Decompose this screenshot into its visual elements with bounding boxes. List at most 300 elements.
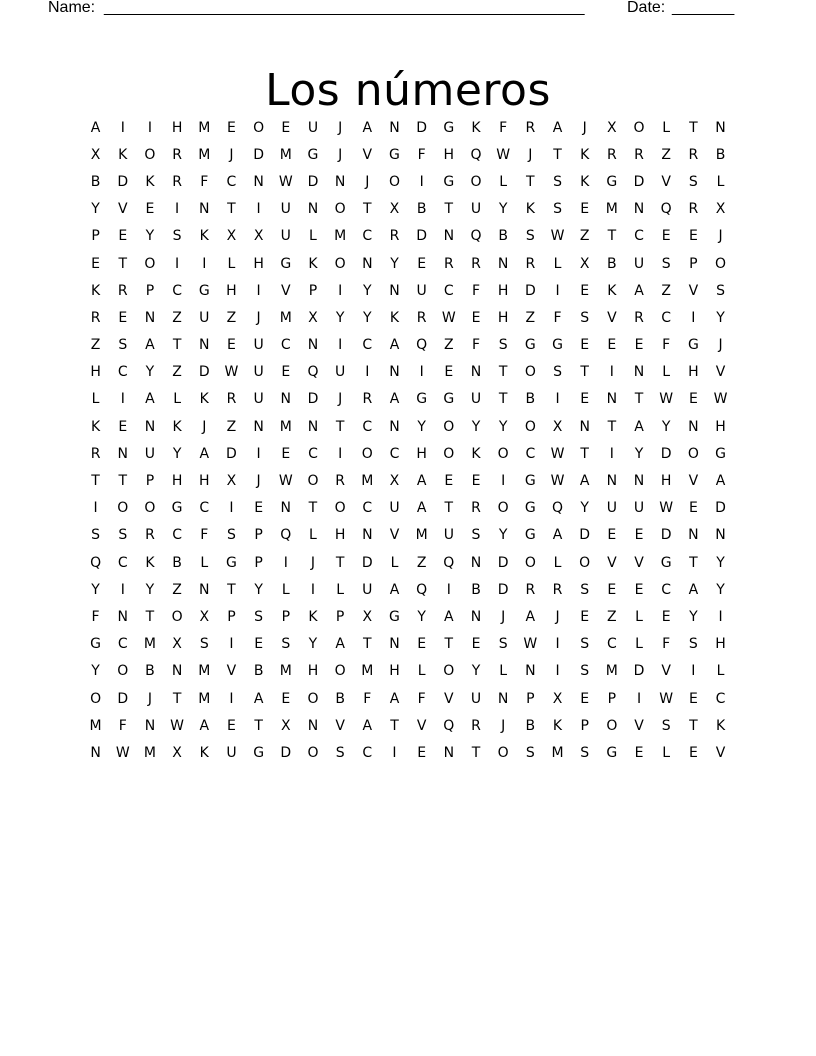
grid-letter[interactable]: I <box>175 255 180 272</box>
grid-letter[interactable]: I <box>419 364 424 381</box>
grid-letter[interactable]: Y <box>498 201 508 218</box>
grid-letter[interactable]: G <box>389 608 400 625</box>
grid-letter[interactable]: F <box>91 608 100 625</box>
grid-letter[interactable]: D <box>660 527 672 544</box>
grid-letter[interactable]: G <box>660 554 672 571</box>
grid-letter[interactable]: A <box>145 391 155 408</box>
grid-letter[interactable]: F <box>417 146 426 163</box>
grid-letter[interactable]: L <box>390 554 399 571</box>
grid-letter[interactable]: O <box>687 445 699 462</box>
grid-letter[interactable]: G <box>90 636 102 653</box>
grid-letter[interactable]: T <box>689 717 698 734</box>
grid-letter[interactable]: I <box>147 119 152 136</box>
grid-letter[interactable]: Y <box>254 581 263 598</box>
grid-letter[interactable]: V <box>715 744 726 761</box>
grid-letter[interactable]: M <box>198 690 211 707</box>
grid-letter[interactable]: O <box>497 445 509 462</box>
grid-letter[interactable]: T <box>607 418 617 435</box>
grid-letter[interactable]: A <box>389 337 400 354</box>
grid-letter[interactable]: P <box>91 228 100 245</box>
grid-letter[interactable]: C <box>362 228 373 245</box>
grid-letter[interactable]: P <box>145 473 155 490</box>
grid-letter[interactable]: F <box>499 119 508 136</box>
grid-letter[interactable]: E <box>417 636 427 653</box>
grid-letter[interactable]: C <box>443 282 454 299</box>
grid-letter[interactable]: P <box>254 527 263 544</box>
grid-letter[interactable]: Y <box>145 364 155 381</box>
grid-letter[interactable]: T <box>254 717 263 734</box>
grid-letter[interactable]: N <box>199 201 210 218</box>
grid-letter[interactable]: L <box>716 663 725 680</box>
grid-letter[interactable]: J <box>338 146 343 163</box>
grid-letter[interactable]: S <box>335 744 345 761</box>
grid-letter[interactable]: E <box>661 228 671 245</box>
grid-letter[interactable]: T <box>172 337 182 354</box>
grid-letter[interactable]: G <box>280 255 292 272</box>
grid-letter[interactable]: V <box>117 201 128 218</box>
grid-letter[interactable]: M <box>198 119 211 136</box>
grid-letter[interactable]: N <box>606 391 618 408</box>
grid-letter[interactable]: D <box>633 173 645 190</box>
grid-letter[interactable]: E <box>281 445 291 462</box>
date-blank-line[interactable]: _______ <box>672 0 735 16</box>
grid-letter[interactable]: T <box>308 500 318 517</box>
grid-letter[interactable]: Z <box>416 554 427 571</box>
grid-letter[interactable]: V <box>661 173 671 190</box>
grid-letter[interactable]: U <box>226 744 237 761</box>
grid-letter[interactable]: M <box>279 146 292 163</box>
grid-letter[interactable]: N <box>389 119 400 136</box>
grid-letter[interactable]: U <box>307 119 319 136</box>
grid-letter[interactable]: Q <box>551 500 564 517</box>
grid-letter[interactable]: V <box>335 717 345 734</box>
grid-letter[interactable]: K <box>607 282 617 299</box>
grid-letter[interactable]: K <box>90 282 101 299</box>
grid-letter[interactable]: E <box>688 391 698 408</box>
grid-letter[interactable]: E <box>688 228 698 245</box>
grid-letter[interactable]: P <box>526 690 535 707</box>
grid-letter[interactable]: M <box>89 717 102 734</box>
grid-letter[interactable]: E <box>227 119 236 136</box>
grid-letter[interactable]: D <box>117 690 129 707</box>
grid-letter[interactable]: B <box>471 581 481 598</box>
grid-letter[interactable]: S <box>199 636 209 653</box>
grid-letter[interactable]: Y <box>471 663 481 680</box>
grid-letter[interactable]: V <box>715 364 726 381</box>
grid-letter[interactable]: I <box>419 173 424 190</box>
grid-letter[interactable]: V <box>389 527 400 544</box>
grid-letter[interactable]: T <box>471 744 481 761</box>
grid-letter[interactable]: E <box>607 337 617 354</box>
grid-letter[interactable]: I <box>229 636 234 653</box>
grid-letter[interactable]: M <box>334 228 347 245</box>
grid-letter[interactable]: I <box>283 554 288 571</box>
grid-letter[interactable]: N <box>525 663 536 680</box>
grid-letter[interactable]: G <box>524 337 536 354</box>
grid-letter[interactable]: L <box>417 663 426 680</box>
grid-letter[interactable]: U <box>335 364 346 381</box>
grid-letter[interactable]: M <box>198 663 211 680</box>
grid-letter[interactable]: T <box>227 201 236 218</box>
grid-letter[interactable]: I <box>609 364 614 381</box>
grid-letter[interactable]: G <box>524 500 536 517</box>
grid-letter[interactable]: T <box>580 364 589 381</box>
grid-letter[interactable]: Y <box>716 309 725 326</box>
grid-letter[interactable]: A <box>416 500 427 517</box>
grid-letter[interactable]: D <box>715 500 726 517</box>
grid-letter[interactable]: F <box>553 309 562 326</box>
grid-letter[interactable]: O <box>361 445 373 462</box>
grid-letter[interactable]: G <box>171 500 183 517</box>
grid-letter[interactable]: N <box>144 717 156 734</box>
grid-letter[interactable]: G <box>389 146 400 163</box>
grid-letter[interactable]: V <box>416 717 427 734</box>
grid-letter[interactable]: E <box>281 119 291 136</box>
grid-letter[interactable]: D <box>198 364 210 381</box>
grid-letter[interactable]: R <box>525 255 536 272</box>
grid-letter[interactable]: C <box>606 636 617 653</box>
grid-letter[interactable]: S <box>661 255 671 272</box>
grid-letter[interactable]: O <box>443 663 455 680</box>
grid-letter[interactable]: L <box>200 554 209 571</box>
grid-letter[interactable]: E <box>580 201 590 218</box>
grid-letter[interactable]: A <box>199 717 210 734</box>
grid-letter[interactable]: C <box>362 418 373 435</box>
grid-letter[interactable]: G <box>443 119 455 136</box>
grid-letter[interactable]: Y <box>634 445 644 462</box>
grid-letter[interactable]: H <box>715 418 726 435</box>
grid-letter[interactable]: D <box>226 445 237 462</box>
grid-letter[interactable]: E <box>227 337 236 354</box>
grid-letter[interactable]: N <box>144 418 156 435</box>
grid-letter[interactable]: N <box>389 636 400 653</box>
grid-letter[interactable]: T <box>172 690 182 707</box>
grid-letter[interactable]: Q <box>307 364 319 381</box>
grid-letter[interactable]: G <box>443 173 455 190</box>
grid-letter[interactable]: I <box>446 581 451 598</box>
grid-letter[interactable]: O <box>334 255 346 272</box>
grid-letter[interactable]: S <box>118 527 128 544</box>
grid-letter[interactable]: W <box>224 364 239 381</box>
grid-letter[interactable]: I <box>338 282 343 299</box>
grid-letter[interactable]: F <box>662 337 671 354</box>
grid-letter[interactable]: N <box>633 201 645 218</box>
grid-letter[interactable]: K <box>471 445 481 462</box>
grid-letter[interactable]: N <box>389 282 400 299</box>
grid-letter[interactable]: S <box>227 527 236 544</box>
grid-letter[interactable]: K <box>145 173 155 190</box>
grid-letter[interactable]: J <box>501 717 506 734</box>
grid-letter[interactable]: O <box>144 500 156 517</box>
grid-letter[interactable]: R <box>552 581 563 598</box>
grid-letter[interactable]: J <box>229 146 234 163</box>
grid-letter[interactable]: N <box>443 228 455 245</box>
grid-letter[interactable]: A <box>362 119 373 136</box>
grid-letter[interactable]: J <box>202 418 207 435</box>
grid-letter[interactable]: W <box>659 500 674 517</box>
grid-letter[interactable]: Z <box>226 418 237 435</box>
grid-letter[interactable]: O <box>524 418 536 435</box>
grid-letter[interactable]: K <box>552 717 563 734</box>
grid-letter[interactable]: H <box>307 663 319 680</box>
grid-letter[interactable]: E <box>580 690 590 707</box>
grid-letter[interactable]: V <box>634 717 644 734</box>
grid-letter[interactable]: R <box>145 527 155 544</box>
grid-letter[interactable]: U <box>253 337 264 354</box>
grid-letter[interactable]: Y <box>417 418 426 435</box>
name-blank-line[interactable]: ______________________________________________________ <box>104 0 585 16</box>
grid-letter[interactable]: E <box>634 337 644 354</box>
grid-letter[interactable]: Q <box>660 201 672 218</box>
grid-letter[interactable]: N <box>633 473 645 490</box>
grid-letter[interactable]: Z <box>172 581 182 598</box>
grid-letter[interactable]: F <box>471 337 481 354</box>
grid-letter[interactable]: T <box>580 445 589 462</box>
grid-letter[interactable]: M <box>605 663 618 680</box>
grid-letter[interactable]: O <box>117 500 129 517</box>
grid-letter[interactable]: R <box>172 173 182 190</box>
grid-letter[interactable]: G <box>524 473 536 490</box>
grid-letter[interactable]: I <box>501 473 506 490</box>
grid-letter[interactable]: T <box>498 364 508 381</box>
grid-letter[interactable]: Y <box>308 636 318 653</box>
grid-letter[interactable]: J <box>147 690 152 707</box>
grid-letter[interactable]: O <box>633 119 645 136</box>
grid-letter[interactable]: H <box>171 119 183 136</box>
grid-letter[interactable]: Z <box>579 228 590 245</box>
grid-letter[interactable]: K <box>90 418 101 435</box>
grid-letter[interactable]: Y <box>689 608 698 625</box>
grid-letter[interactable]: P <box>254 554 263 571</box>
grid-letter[interactable]: X <box>552 690 563 707</box>
grid-letter[interactable]: N <box>606 473 618 490</box>
grid-letter[interactable]: F <box>417 690 426 707</box>
grid-letter[interactable]: I <box>691 309 696 326</box>
grid-letter[interactable]: E <box>281 690 291 707</box>
grid-letter[interactable]: P <box>335 608 345 625</box>
grid-letter[interactable]: A <box>389 690 400 707</box>
grid-letter[interactable]: U <box>280 201 291 218</box>
grid-letter[interactable]: S <box>498 636 508 653</box>
grid-letter[interactable]: C <box>117 636 128 653</box>
grid-letter[interactable]: E <box>254 636 264 653</box>
grid-letter[interactable]: W <box>278 173 293 190</box>
grid-letter[interactable]: I <box>202 255 207 272</box>
grid-letter[interactable]: S <box>525 228 535 245</box>
grid-letter[interactable]: N <box>199 581 210 598</box>
grid-letter[interactable]: E <box>417 744 427 761</box>
grid-letter[interactable]: O <box>443 418 455 435</box>
grid-letter[interactable]: L <box>227 255 236 272</box>
grid-letter[interactable]: A <box>444 608 454 625</box>
grid-letter[interactable]: N <box>280 500 292 517</box>
grid-letter[interactable]: T <box>444 201 454 218</box>
grid-letter[interactable]: K <box>389 309 400 326</box>
grid-letter[interactable]: N <box>443 744 455 761</box>
grid-letter[interactable]: N <box>470 554 482 571</box>
grid-letter[interactable]: C <box>634 228 644 245</box>
grid-letter[interactable]: O <box>171 608 183 625</box>
grid-letter[interactable]: P <box>281 608 291 625</box>
grid-letter[interactable]: E <box>661 608 671 625</box>
grid-letter[interactable]: R <box>90 445 101 462</box>
grid-letter[interactable]: D <box>416 228 428 245</box>
grid-letter[interactable]: N <box>497 690 509 707</box>
grid-letter[interactable]: K <box>308 255 318 272</box>
grid-letter[interactable]: I <box>310 581 316 598</box>
grid-letter[interactable]: T <box>118 255 128 272</box>
grid-letter[interactable]: O <box>144 146 156 163</box>
grid-letter[interactable]: L <box>499 663 508 680</box>
grid-letter[interactable]: Q <box>416 581 428 598</box>
grid-letter[interactable]: U <box>199 309 210 326</box>
grid-letter[interactable]: V <box>607 554 617 571</box>
grid-letter[interactable]: R <box>90 309 101 326</box>
grid-letter[interactable]: N <box>389 418 400 435</box>
grid-letter[interactable]: A <box>552 527 563 544</box>
grid-letter[interactable]: S <box>580 744 590 761</box>
grid-letter[interactable]: D <box>361 554 373 571</box>
grid-letter[interactable]: M <box>605 201 618 218</box>
grid-letter[interactable]: M <box>143 636 156 653</box>
grid-letter[interactable]: T <box>91 473 100 490</box>
grid-letter[interactable]: N <box>171 663 183 680</box>
grid-letter[interactable]: K <box>199 228 209 245</box>
grid-letter[interactable]: W <box>496 146 511 163</box>
grid-letter[interactable]: U <box>633 255 645 272</box>
grid-letter[interactable]: S <box>580 636 590 653</box>
grid-letter[interactable]: O <box>334 663 346 680</box>
grid-letter[interactable]: T <box>444 636 454 653</box>
grid-letter[interactable]: W <box>550 473 565 490</box>
grid-letter[interactable]: N <box>579 418 590 435</box>
grid-letter[interactable]: A <box>579 473 590 490</box>
grid-letter[interactable]: U <box>633 500 645 517</box>
grid-letter[interactable]: Y <box>145 581 155 598</box>
grid-letter[interactable]: G <box>416 391 428 408</box>
grid-letter[interactable]: C <box>661 581 672 598</box>
grid-letter[interactable]: X <box>715 201 726 218</box>
grid-letter[interactable]: O <box>579 554 591 571</box>
grid-letter[interactable]: R <box>416 309 427 326</box>
grid-letter[interactable]: I <box>229 500 234 517</box>
grid-letter[interactable]: D <box>416 119 428 136</box>
grid-letter[interactable]: Y <box>716 581 725 598</box>
grid-letter[interactable]: L <box>662 119 671 136</box>
grid-letter[interactable]: X <box>308 309 318 326</box>
grid-letter[interactable]: U <box>470 201 482 218</box>
grid-letter[interactable]: R <box>226 391 237 408</box>
grid-letter[interactable]: R <box>471 717 481 734</box>
grid-letter[interactable]: H <box>715 636 726 653</box>
grid-letter[interactable]: N <box>688 418 699 435</box>
grid-letter[interactable]: Y <box>716 554 725 571</box>
grid-letter[interactable]: L <box>336 581 345 598</box>
grid-letter[interactable]: M <box>279 663 292 680</box>
grid-letter[interactable]: N <box>715 119 726 136</box>
grid-letter[interactable]: A <box>715 473 726 490</box>
grid-letter[interactable]: A <box>525 608 536 625</box>
grid-letter[interactable]: J <box>256 309 261 326</box>
grid-letter[interactable]: U <box>470 391 482 408</box>
grid-letter[interactable]: E <box>471 309 481 326</box>
grid-letter[interactable]: E <box>118 309 128 326</box>
grid-letter[interactable]: I <box>175 201 180 218</box>
grid-letter[interactable]: I <box>256 445 261 462</box>
grid-letter[interactable]: H <box>416 445 427 462</box>
grid-letter[interactable]: O <box>388 173 400 190</box>
grid-letter[interactable]: G <box>552 337 563 354</box>
grid-letter[interactable]: B <box>525 391 536 408</box>
grid-letter[interactable]: L <box>716 173 725 190</box>
grid-letter[interactable]: F <box>363 690 372 707</box>
grid-letter[interactable]: N <box>307 337 319 354</box>
grid-letter[interactable]: B <box>416 201 427 218</box>
grid-letter[interactable]: E <box>580 391 590 408</box>
grid-letter[interactable]: E <box>688 690 698 707</box>
grid-letter[interactable]: O <box>117 663 129 680</box>
grid-letter[interactable]: X <box>607 119 617 136</box>
grid-letter[interactable]: T <box>390 717 399 734</box>
grid-letter[interactable]: C <box>226 173 237 190</box>
grid-letter[interactable]: A <box>688 581 699 598</box>
grid-letter[interactable]: X <box>90 146 101 163</box>
grid-letter[interactable]: E <box>118 228 128 245</box>
grid-letter[interactable]: X <box>362 608 373 625</box>
grid-letter[interactable]: U <box>362 581 373 598</box>
grid-letter[interactable]: A <box>634 282 644 299</box>
grid-letter[interactable]: C <box>117 364 128 381</box>
grid-letter[interactable]: K <box>118 146 128 163</box>
grid-letter[interactable]: T <box>335 418 345 435</box>
grid-letter[interactable]: D <box>633 663 645 680</box>
grid-letter[interactable]: D <box>524 282 536 299</box>
grid-letter[interactable]: W <box>523 636 538 653</box>
grid-letter[interactable]: J <box>338 119 343 136</box>
grid-letter[interactable]: Q <box>443 717 455 734</box>
grid-letter[interactable]: T <box>444 500 454 517</box>
grid-letter[interactable]: Q <box>470 146 482 163</box>
grid-letter[interactable]: H <box>497 282 509 299</box>
grid-letter[interactable]: O <box>307 744 319 761</box>
grid-letter[interactable]: W <box>550 445 565 462</box>
grid-letter[interactable]: T <box>553 146 562 163</box>
grid-letter[interactable]: N <box>253 418 264 435</box>
grid-letter[interactable]: X <box>389 201 400 218</box>
grid-letter[interactable]: L <box>553 255 562 272</box>
grid-letter[interactable]: I <box>229 690 234 707</box>
grid-letter[interactable]: N <box>307 717 319 734</box>
grid-letter[interactable]: C <box>172 527 182 544</box>
grid-letter[interactable]: I <box>636 690 642 707</box>
grid-letter[interactable]: B <box>90 173 101 190</box>
grid-letter[interactable]: S <box>553 173 562 190</box>
grid-letter[interactable]: N <box>362 527 373 544</box>
grid-letter[interactable]: J <box>338 391 343 408</box>
grid-letter[interactable]: G <box>715 445 726 462</box>
grid-letter[interactable]: N <box>715 527 726 544</box>
grid-letter[interactable]: E <box>580 337 590 354</box>
grid-letter[interactable]: U <box>280 228 291 245</box>
grid-letter[interactable]: S <box>688 636 698 653</box>
grid-letter[interactable]: O <box>524 364 536 381</box>
grid-letter[interactable]: D <box>660 445 672 462</box>
grid-letter[interactable]: I <box>555 282 560 299</box>
grid-letter[interactable]: E <box>634 527 644 544</box>
grid-letter[interactable]: T <box>607 228 617 245</box>
grid-letter[interactable]: X <box>226 473 237 490</box>
grid-letter[interactable]: C <box>199 500 210 517</box>
